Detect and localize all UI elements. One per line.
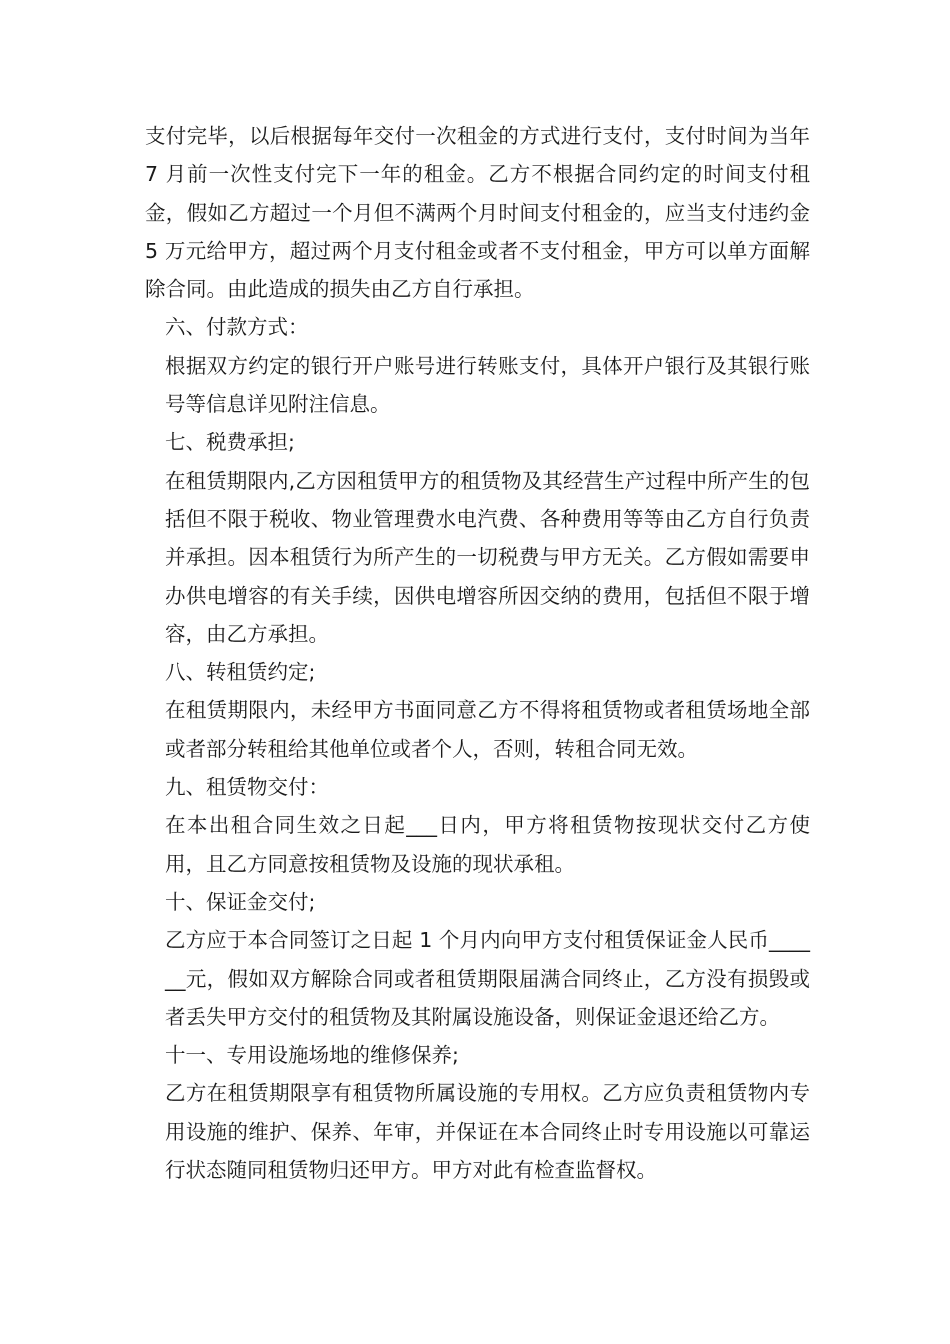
section-heading-maintenance: 十一、专用设施场地的维修保养; xyxy=(165,1043,459,1068)
section-heading-payment-method: 六、付款方式： xyxy=(165,315,309,340)
document-body xyxy=(145,117,810,1189)
paragraph-sublease: 在租赁期限内，未经甲方书面同意乙方不得将租赁物或者租赁场地全部或者部分转租给其他单位或者个人，否则，转租合同无效。 xyxy=(165,698,810,761)
section-heading-deposit: 十、保证金交付; xyxy=(165,889,316,914)
paragraph-payment-schedule: 支付完毕，以后根据每年交付一次租金的方式进行支付，支付时间为当年 7 月前一次性支付完下一年的租金。乙方不根据合同约定的时间支付租金，假如乙方超过一个月但不满两个月时间支付租金的，应当支付违约金 5 万元给甲方，超过两个月支付租金或者不支付租金，甲方可以单方面解除合同。由此造成的损失由乙方自行承担。 xyxy=(145,124,810,302)
section-heading-sublease: 八、转租赁约定; xyxy=(165,660,316,685)
paragraph-payment-method: 根据双方约定的银行开户账号进行转账支付，具体开户银行及其银行账号等信息详见附注信息。 xyxy=(165,353,810,417)
section-heading-taxes: 七、税费承担; xyxy=(165,430,295,455)
paragraph-delivery: 在本出租合同生效之日起___日内，甲方将租赁物按现状交付乙方使用，且乙方同意按租赁物及设施的现状承租。 xyxy=(165,813,810,876)
paragraph-taxes: 在租赁期限内,乙方因租赁甲方的租赁物及其经营生产过程中所产生的包括但不限于税收、物业管理费水电汽费、各种费用等等由乙方自行负责并承担。因本租赁行为所产生的一切税费与甲方无关。乙方假如需要申办供电增容的有关手续，因供电增容所因交纳的费用，包括但不限于增容，由乙方承担。 xyxy=(165,468,810,646)
section-heading-delivery: 九、租赁物交付： xyxy=(165,775,329,800)
paragraph-maintenance: 乙方在租赁期限享有租赁物所属设施的专用权。乙方应负责租赁物内专用设施的维护、保养、年审，并保证在本合同终止时专用设施以可靠运行状态随同租赁物归还甲方。甲方对此有检查监督权。 xyxy=(165,1081,810,1183)
paragraph-deposit: 乙方应于本合同签订之日起 1 个月内向甲方支付租赁保证金人民币______元，假如双方解除合同或者租赁期限届满合同终止，乙方没有损毁或者丢失甲方交付的租赁物及其附属设施设备，则保证金退还给乙方。 xyxy=(165,928,810,1029)
